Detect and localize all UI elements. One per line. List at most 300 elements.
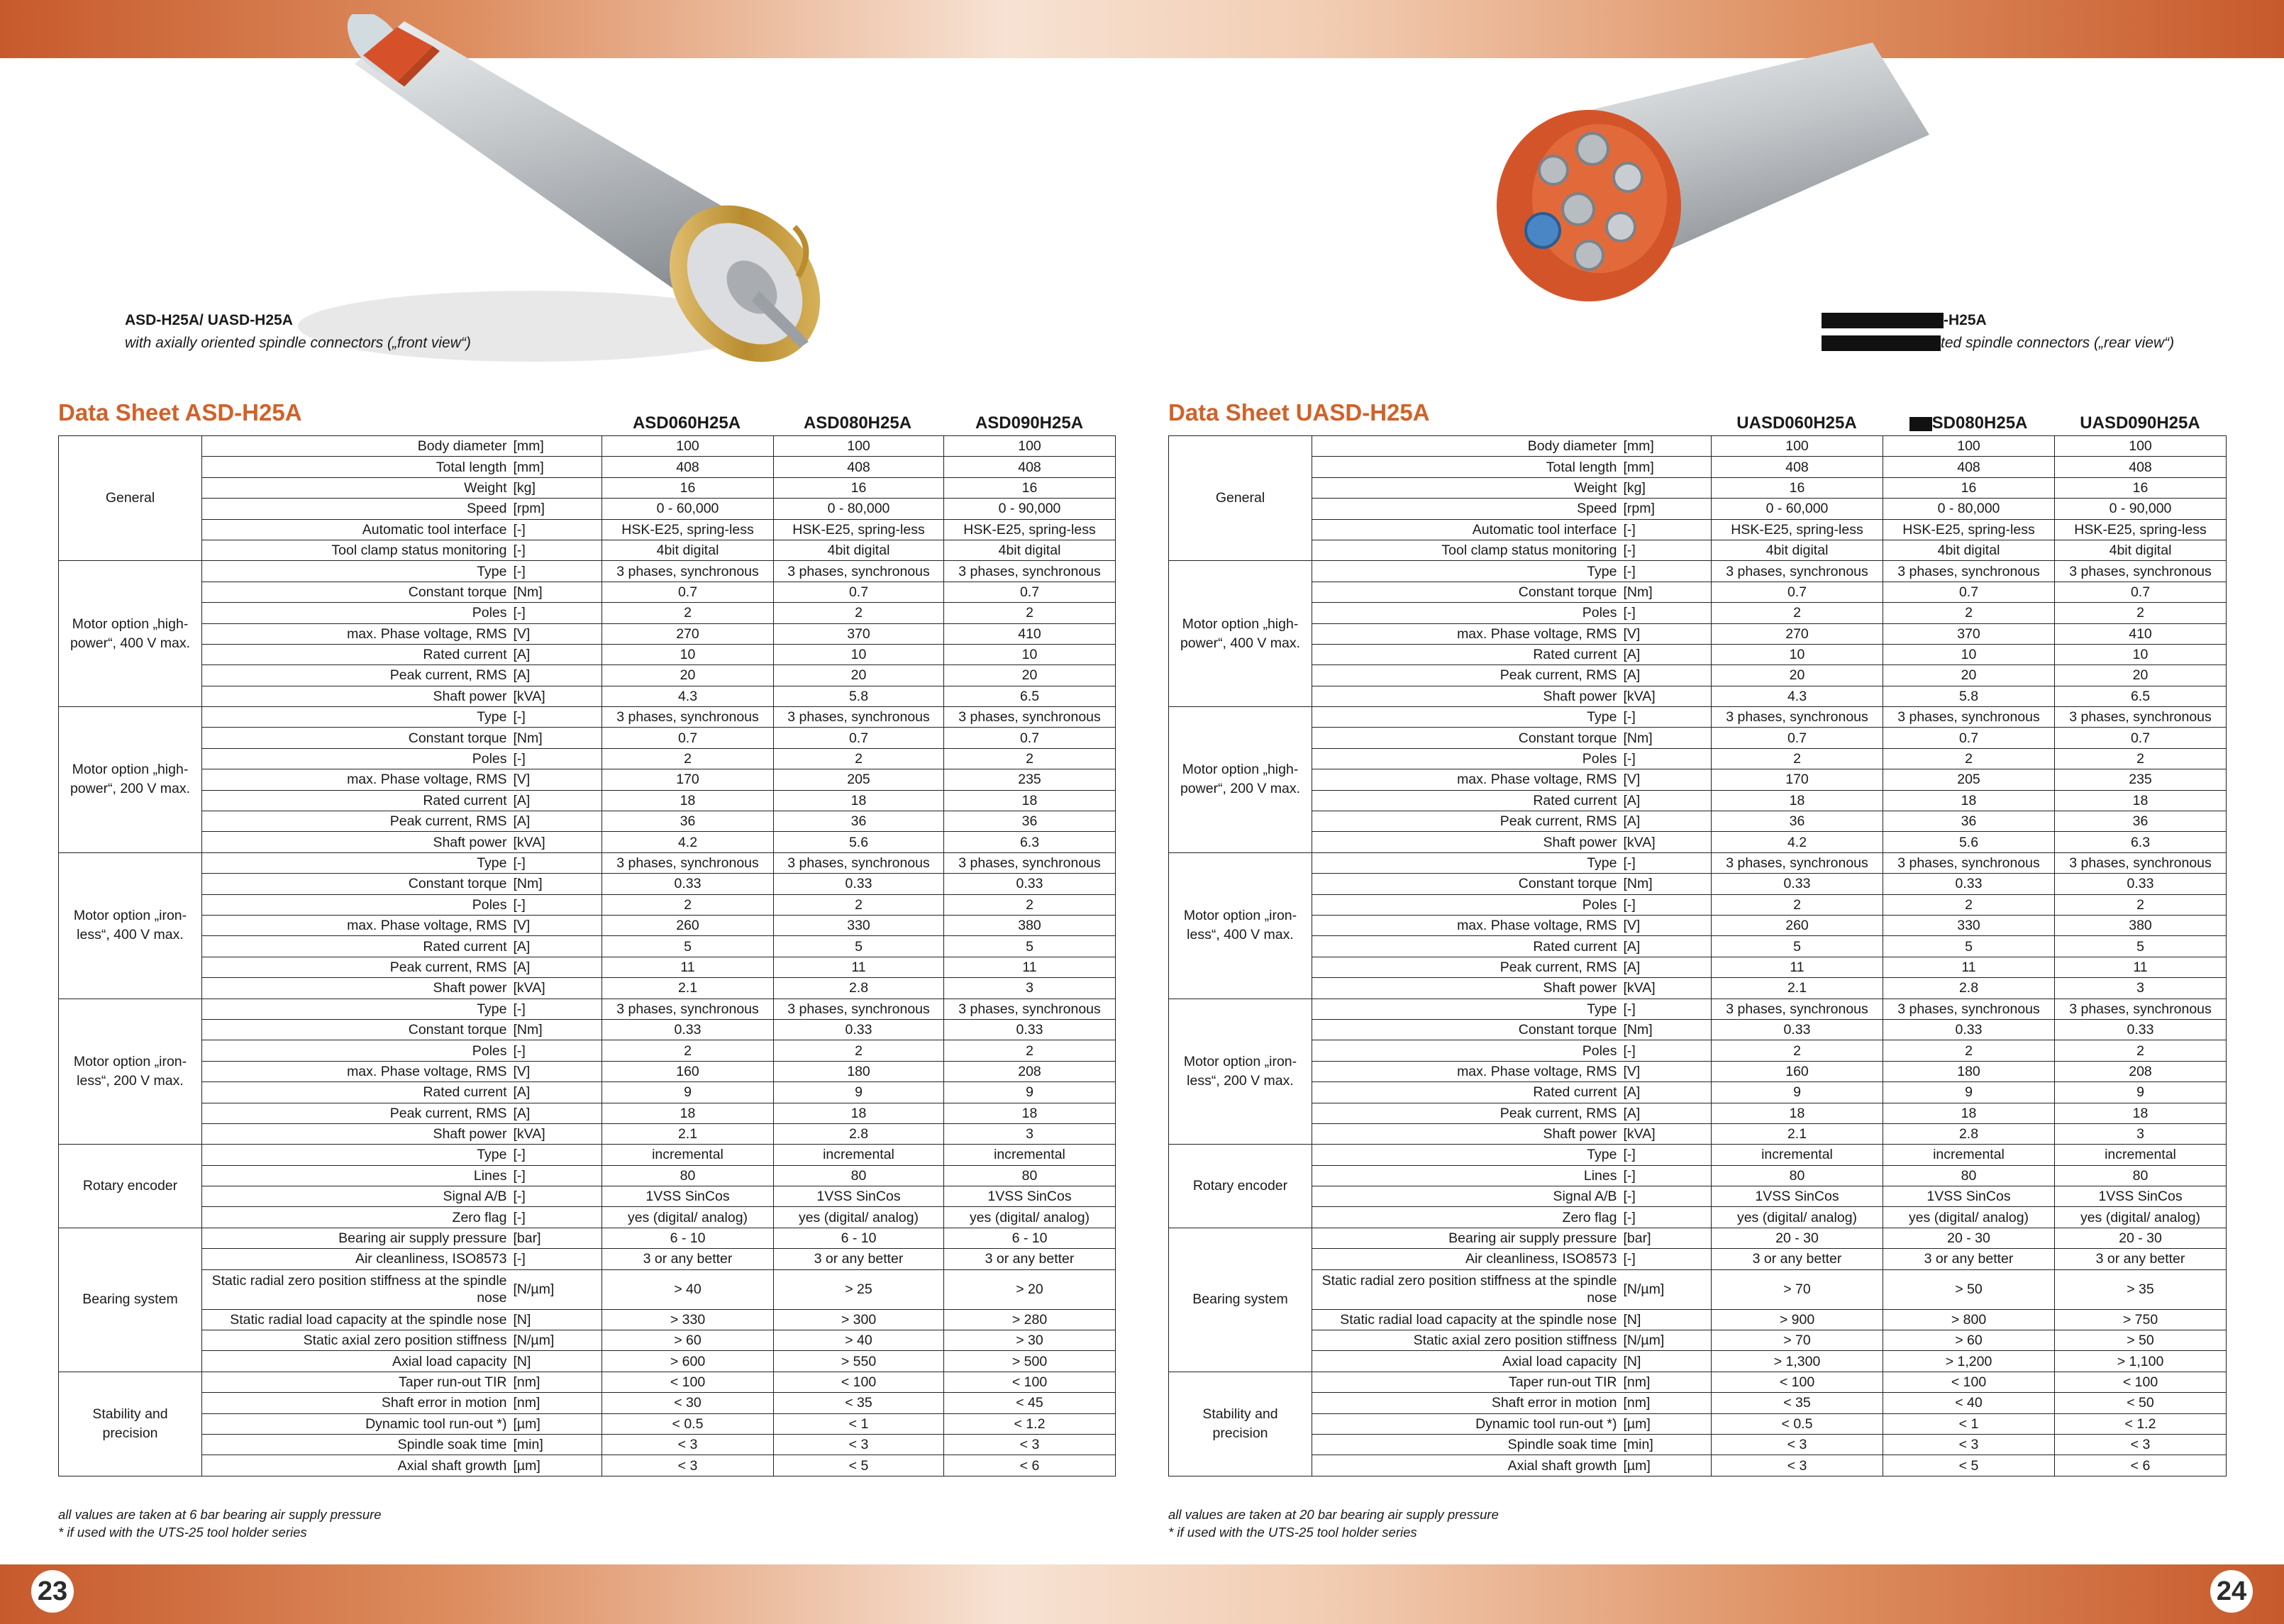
value-cell: 2.8 — [774, 1123, 944, 1144]
table-row — [59, 1145, 1116, 1165]
group-label: Rotary encoder — [1169, 1145, 1312, 1228]
parameter-label: Taper run-out TIR — [202, 1372, 511, 1392]
parameter-label: Axial shaft growth — [1312, 1455, 1621, 1476]
parameter-label: Spindle soak time — [202, 1434, 511, 1455]
value-cell: 16 — [602, 477, 774, 498]
value-cell: 3 phases, synchronous — [944, 707, 1116, 728]
value-cell: 2.1 — [1712, 1123, 1883, 1144]
parameter-label: Bearing air supply pressure — [1312, 1228, 1621, 1248]
value-cell: 2 — [1712, 1040, 1883, 1061]
value-cell: 11 — [944, 957, 1116, 977]
right-sheet-title: Data Sheet UASD-H25A — [1168, 399, 1430, 426]
unit-cell: [-] — [1621, 603, 1712, 623]
value-cell: 9 — [944, 1082, 1116, 1103]
value-cell: < 3 — [774, 1434, 944, 1455]
right-caption-subtitle: ted spindle connectors („rear view“) — [1941, 335, 2175, 351]
value-cell: 330 — [774, 915, 944, 935]
value-cell: 0.33 — [944, 874, 1116, 894]
unit-cell: [A] — [511, 644, 602, 664]
table-row — [59, 957, 1116, 977]
table-row — [59, 894, 1116, 915]
parameter-label: Type — [202, 999, 511, 1019]
value-cell: 2 — [2055, 603, 2227, 623]
value-cell: 18 — [944, 790, 1116, 811]
value-cell: 3 or any better — [944, 1249, 1116, 1269]
value-cell: 36 — [1712, 811, 1883, 832]
value-cell: 20 — [2055, 665, 2227, 686]
table-row — [1169, 1413, 2227, 1434]
parameter-label: Poles — [1312, 894, 1621, 915]
value-cell: 20 - 30 — [1883, 1228, 2055, 1248]
unit-cell: [kVA] — [1621, 978, 1712, 999]
unit-cell: [N/µm] — [511, 1269, 602, 1309]
value-cell: 11 — [1883, 957, 2055, 977]
value-cell: 2 — [774, 603, 944, 623]
unit-cell: [µm] — [1621, 1455, 1712, 1476]
value-cell: HSK-E25, spring-less — [1883, 519, 2055, 540]
table-row — [1169, 874, 2227, 894]
value-cell: 11 — [2055, 957, 2227, 977]
unit-cell: [-] — [511, 1186, 602, 1207]
unit-cell: [A] — [1621, 811, 1712, 832]
value-cell: 3 phases, synchronous — [1712, 852, 1883, 873]
value-cell: 10 — [1883, 644, 2055, 664]
table-row — [1169, 999, 2227, 1019]
parameter-label: Type — [202, 1145, 511, 1165]
value-cell: > 70 — [1712, 1269, 1883, 1309]
value-cell: 3 phases, synchronous — [602, 707, 774, 728]
value-cell: 4bit digital — [2055, 540, 2227, 560]
table-row — [1169, 561, 2227, 582]
value-cell: > 280 — [944, 1309, 1116, 1330]
value-cell: 0.33 — [1712, 1019, 1883, 1040]
unit-cell: [-] — [511, 519, 602, 540]
table-row — [1169, 832, 2227, 852]
group-label: General — [59, 436, 202, 561]
value-cell: > 750 — [2055, 1309, 2227, 1330]
table-row — [59, 457, 1116, 477]
value-cell: 5 — [602, 936, 774, 957]
parameter-label: Poles — [202, 894, 511, 915]
value-cell: 408 — [602, 457, 774, 477]
left-model-header-2: ASD080H25A — [803, 413, 912, 433]
value-cell: 3 phases, synchronous — [944, 852, 1116, 873]
parameter-label: Static radial zero position stiffness at the spindle nose — [202, 1269, 511, 1309]
value-cell: 36 — [774, 811, 944, 832]
unit-cell: [kVA] — [511, 978, 602, 999]
value-cell: 330 — [1883, 915, 2055, 935]
redaction-bar — [1822, 313, 1944, 328]
unit-cell: [A] — [511, 1103, 602, 1123]
parameter-label: Weight — [202, 477, 511, 498]
parameter-label: Axial shaft growth — [202, 1455, 511, 1476]
value-cell: 0.7 — [602, 582, 774, 602]
unit-cell: [-] — [511, 603, 602, 623]
unit-cell: [N] — [1621, 1309, 1712, 1330]
value-cell: < 1 — [1883, 1413, 2055, 1434]
value-cell: 235 — [944, 769, 1116, 790]
value-cell: 0.7 — [944, 582, 1116, 602]
value-cell: 180 — [774, 1061, 944, 1081]
parameter-label: max. Phase voltage, RMS — [202, 623, 511, 644]
value-cell: 80 — [944, 1165, 1116, 1186]
table-row — [1169, 852, 2227, 873]
value-cell: HSK-E25, spring-less — [774, 519, 944, 540]
value-cell: 2 — [944, 603, 1116, 623]
value-cell: incremental — [944, 1145, 1116, 1165]
value-cell: 18 — [1883, 790, 2055, 811]
table-row — [59, 1413, 1116, 1434]
value-cell: 0.33 — [602, 1019, 774, 1040]
table-row — [59, 644, 1116, 664]
parameter-label: max. Phase voltage, RMS — [1312, 915, 1621, 935]
value-cell: 2.8 — [774, 978, 944, 999]
unit-cell: [-] — [1621, 519, 1712, 540]
unit-cell: [-] — [511, 1249, 602, 1269]
value-cell: 2.1 — [602, 978, 774, 999]
unit-cell: [A] — [1621, 936, 1712, 957]
unit-cell: [nm] — [511, 1393, 602, 1413]
unit-cell: [N/µm] — [1621, 1330, 1712, 1351]
value-cell: 80 — [602, 1165, 774, 1186]
parameter-label: Bearing air supply pressure — [202, 1228, 511, 1248]
value-cell: 80 — [774, 1165, 944, 1186]
table-row — [59, 1228, 1116, 1248]
value-cell: 4.3 — [602, 686, 774, 706]
value-cell: 16 — [2055, 477, 2227, 498]
unit-cell: [µm] — [511, 1455, 602, 1476]
value-cell: incremental — [1883, 1145, 2055, 1165]
parameter-label: Taper run-out TIR — [1312, 1372, 1621, 1392]
table-row — [59, 623, 1116, 644]
unit-cell: [-] — [1621, 852, 1712, 873]
unit-cell: [-] — [511, 707, 602, 728]
value-cell: < 3 — [944, 1434, 1116, 1455]
table-row — [1169, 644, 2227, 664]
unit-cell: [nm] — [511, 1372, 602, 1392]
table-row — [59, 1309, 1116, 1330]
value-cell: 36 — [602, 811, 774, 832]
value-cell: > 550 — [774, 1351, 944, 1372]
value-cell: yes (digital/ analog) — [2055, 1207, 2227, 1228]
value-cell: 20 - 30 — [2055, 1228, 2227, 1248]
value-cell: 9 — [774, 1082, 944, 1103]
value-cell: > 600 — [602, 1351, 774, 1372]
value-cell: 3 phases, synchronous — [2055, 561, 2227, 582]
value-cell: > 40 — [774, 1330, 944, 1351]
parameter-label: Shaft power — [1312, 686, 1621, 706]
value-cell: 2.1 — [602, 1123, 774, 1144]
table-row — [59, 728, 1116, 748]
group-label: Motor option „high-power“, 200 V max. — [59, 707, 202, 853]
parameter-label: Poles — [202, 1040, 511, 1061]
table-row — [1169, 1165, 2227, 1186]
value-cell: 3 or any better — [602, 1249, 774, 1269]
value-cell: 160 — [1712, 1061, 1883, 1081]
parameter-label: Static radial load capacity at the spindle nose — [202, 1309, 511, 1330]
value-cell: 2.8 — [1883, 1123, 2055, 1144]
unit-cell: [mm] — [511, 457, 602, 477]
table-row — [59, 1165, 1116, 1186]
parameter-label: Peak current, RMS — [1312, 957, 1621, 977]
table-row — [1169, 894, 2227, 915]
parameter-label: Type — [202, 852, 511, 873]
table-row — [1169, 769, 2227, 790]
value-cell: HSK-E25, spring-less — [944, 519, 1116, 540]
value-cell: 100 — [602, 436, 774, 457]
value-cell: 18 — [774, 790, 944, 811]
value-cell: > 1,200 — [1883, 1351, 2055, 1372]
value-cell: < 3 — [1712, 1455, 1883, 1476]
parameter-label: max. Phase voltage, RMS — [202, 1061, 511, 1081]
table-row — [1169, 1040, 2227, 1061]
parameter-label: Type — [1312, 999, 1621, 1019]
unit-cell: [kg] — [511, 477, 602, 498]
unit-cell: [V] — [511, 915, 602, 935]
unit-cell: [V] — [1621, 1061, 1712, 1081]
group-label: Motor option „iron-less“, 200 V max. — [59, 999, 202, 1145]
value-cell: 2 — [2055, 748, 2227, 769]
table-row — [59, 665, 1116, 686]
value-cell: 18 — [1883, 1103, 2055, 1123]
unit-cell: [N/µm] — [1621, 1269, 1712, 1309]
unit-cell: [-] — [1621, 1165, 1712, 1186]
value-cell: > 500 — [944, 1351, 1116, 1372]
value-cell: 170 — [1712, 769, 1883, 790]
value-cell: < 0.5 — [1712, 1413, 1883, 1434]
value-cell: 2 — [1712, 894, 1883, 915]
unit-cell: [Nm] — [511, 1019, 602, 1040]
value-cell: 5 — [944, 936, 1116, 957]
group-label: Motor option „iron-less“, 400 V max. — [59, 852, 202, 999]
value-cell: 3 or any better — [2055, 1249, 2227, 1269]
right-model-header-2: SD080H25A — [1883, 413, 2054, 433]
value-cell: yes (digital/ analog) — [602, 1207, 774, 1228]
value-cell: 6.3 — [2055, 832, 2227, 852]
parameter-label: Type — [1312, 852, 1621, 873]
unit-cell: [µm] — [511, 1413, 602, 1434]
value-cell: < 5 — [1883, 1455, 2055, 1476]
parameter-label: Rated current — [1312, 790, 1621, 811]
unit-cell: [-] — [511, 1165, 602, 1186]
table-row — [59, 999, 1116, 1019]
value-cell: 205 — [774, 769, 944, 790]
value-cell: 0.7 — [774, 728, 944, 748]
table-row — [1169, 1393, 2227, 1413]
value-cell: < 1.2 — [944, 1413, 1116, 1434]
value-cell: 2 — [1712, 748, 1883, 769]
unit-cell: [-] — [511, 1145, 602, 1165]
value-cell: 20 — [602, 665, 774, 686]
value-cell: 3 — [2055, 978, 2227, 999]
value-cell: 3 or any better — [1883, 1249, 2055, 1269]
unit-cell: [-] — [1621, 999, 1712, 1019]
value-cell: 3 phases, synchronous — [2055, 852, 2227, 873]
unit-cell: [nm] — [1621, 1393, 1712, 1413]
table-row — [1169, 686, 2227, 706]
value-cell: < 1 — [774, 1413, 944, 1434]
unit-cell: [Nm] — [511, 728, 602, 748]
table-row — [1169, 748, 2227, 769]
parameter-label: Constant torque — [1312, 874, 1621, 894]
unit-cell: [kg] — [1621, 477, 1712, 498]
parameter-label: Signal A/B — [1312, 1186, 1621, 1207]
table-row — [1169, 1249, 2227, 1269]
left-sheet-title: Data Sheet ASD-H25A — [58, 399, 302, 426]
group-label: Bearing system — [59, 1228, 202, 1372]
redaction-bar — [1909, 417, 1932, 431]
value-cell: 80 — [1712, 1165, 1883, 1186]
unit-cell: [kVA] — [511, 686, 602, 706]
value-cell: 170 — [602, 769, 774, 790]
value-cell: 2 — [1883, 1040, 2055, 1061]
unit-cell: [A] — [511, 811, 602, 832]
value-cell: 0 - 80,000 — [1883, 499, 2055, 519]
table-row — [1169, 707, 2227, 728]
unit-cell: [N] — [511, 1351, 602, 1372]
value-cell: < 40 — [1883, 1393, 2055, 1413]
value-cell: 11 — [1712, 957, 1883, 977]
table-row — [59, 769, 1116, 790]
unit-cell: [A] — [1621, 1103, 1712, 1123]
table-row — [1169, 665, 2227, 686]
value-cell: 6 - 10 — [774, 1228, 944, 1248]
parameter-label: Shaft power — [1312, 978, 1621, 999]
value-cell: 1VSS SinCos — [602, 1186, 774, 1207]
value-cell: 10 — [1712, 644, 1883, 664]
value-cell: < 3 — [602, 1434, 774, 1455]
parameter-label: Zero flag — [1312, 1207, 1621, 1228]
parameter-label: Axial load capacity — [1312, 1351, 1621, 1372]
value-cell: 1VSS SinCos — [2055, 1186, 2227, 1207]
value-cell: < 45 — [944, 1393, 1116, 1413]
value-cell: < 35 — [774, 1393, 944, 1413]
value-cell: < 3 — [2055, 1434, 2227, 1455]
footnote-tool-holder: * if used with the UTS-25 tool holder series — [1168, 1525, 1417, 1540]
value-cell: 6.5 — [2055, 686, 2227, 706]
table-row — [1169, 499, 2227, 519]
value-cell: 408 — [944, 457, 1116, 477]
table-row — [59, 1455, 1116, 1476]
table-row — [59, 1351, 1116, 1372]
parameter-label: Signal A/B — [202, 1186, 511, 1207]
value-cell: < 100 — [774, 1372, 944, 1392]
value-cell: 2 — [774, 1040, 944, 1061]
table-row — [59, 477, 1116, 498]
value-cell: 2 — [602, 1040, 774, 1061]
unit-cell: [bar] — [511, 1228, 602, 1248]
group-label: Bearing system — [1169, 1228, 1312, 1372]
right-caption-title: -H25A — [1944, 312, 1987, 328]
value-cell: < 100 — [1883, 1372, 2055, 1392]
value-cell: < 30 — [602, 1393, 774, 1413]
value-cell: 18 — [1712, 790, 1883, 811]
value-cell: > 1,300 — [1712, 1351, 1883, 1372]
table-row — [59, 1103, 1116, 1123]
unit-cell: [N] — [511, 1309, 602, 1330]
unit-cell: [kVA] — [1621, 1123, 1712, 1144]
value-cell: 270 — [1712, 623, 1883, 644]
table-row — [59, 1040, 1116, 1061]
unit-cell: [kVA] — [511, 832, 602, 852]
value-cell: > 35 — [2055, 1269, 2227, 1309]
table-row — [59, 936, 1116, 957]
table-row — [59, 540, 1116, 560]
value-cell: 0.33 — [602, 874, 774, 894]
value-cell: 3 phases, synchronous — [944, 561, 1116, 582]
unit-cell: [A] — [511, 957, 602, 977]
unit-cell: [A] — [1621, 644, 1712, 664]
table-row — [1169, 1228, 2227, 1248]
value-cell: 2 — [602, 603, 774, 623]
parameter-label: Poles — [1312, 748, 1621, 769]
parameter-label: Zero flag — [202, 1207, 511, 1228]
value-cell: < 35 — [1712, 1393, 1883, 1413]
value-cell: 270 — [602, 623, 774, 644]
table-row — [1169, 1082, 2227, 1103]
unit-cell: [rpm] — [1621, 499, 1712, 519]
value-cell: 3 phases, synchronous — [602, 561, 774, 582]
value-cell: < 6 — [2055, 1455, 2227, 1476]
unit-cell: [-] — [1621, 1249, 1712, 1269]
value-cell: 3 phases, synchronous — [774, 852, 944, 873]
parameter-label: Shaft power — [202, 832, 511, 852]
value-cell: 380 — [944, 915, 1116, 935]
value-cell: 2 — [774, 894, 944, 915]
table-row — [1169, 978, 2227, 999]
value-cell: 4.3 — [1712, 686, 1883, 706]
value-cell: 0.7 — [1883, 728, 2055, 748]
parameter-label: Rated current — [1312, 1082, 1621, 1103]
value-cell: 36 — [1883, 811, 2055, 832]
table-row — [1169, 1123, 2227, 1144]
parameter-label: Dynamic tool run-out *) — [202, 1413, 511, 1434]
unit-cell: [N/µm] — [511, 1330, 602, 1351]
value-cell: 3 phases, synchronous — [2055, 999, 2227, 1019]
unit-cell: [min] — [1621, 1434, 1712, 1455]
value-cell: 80 — [1883, 1165, 2055, 1186]
unit-cell: [mm] — [1621, 457, 1712, 477]
value-cell: 408 — [1712, 457, 1883, 477]
group-label: Motor option „high-power“, 400 V max. — [1169, 561, 1312, 707]
value-cell: 2 — [1712, 603, 1883, 623]
left-caption — [125, 309, 471, 355]
value-cell: 10 — [774, 644, 944, 664]
unit-cell: [kVA] — [1621, 686, 1712, 706]
table-row — [59, 874, 1116, 894]
value-cell: 18 — [2055, 1103, 2227, 1123]
parameter-label: Rated current — [202, 936, 511, 957]
value-cell: 18 — [1712, 1103, 1883, 1123]
parameter-label: Shaft power — [202, 1123, 511, 1144]
group-label: Rotary encoder — [59, 1145, 202, 1228]
page-number-left: 23 — [31, 1570, 74, 1613]
parameter-label: Air cleanliness, ISO8573 — [202, 1249, 511, 1269]
page-number-right: 24 — [2210, 1570, 2253, 1613]
table-row — [1169, 1207, 2227, 1228]
value-cell: > 330 — [602, 1309, 774, 1330]
value-cell: 370 — [1883, 623, 2055, 644]
value-cell: 0 - 60,000 — [1712, 499, 1883, 519]
group-label: Motor option „high-power“, 200 V max. — [1169, 707, 1312, 853]
parameter-label: max. Phase voltage, RMS — [202, 915, 511, 935]
left-caption-subtitle: with axially oriented spindle connectors („front view“) — [125, 335, 471, 351]
value-cell: 0.33 — [1712, 874, 1883, 894]
parameter-label: Constant torque — [202, 728, 511, 748]
value-cell: 5 — [1883, 936, 2055, 957]
parameter-label: Shaft error in motion — [1312, 1393, 1621, 1413]
value-cell: 0 - 90,000 — [944, 499, 1116, 519]
